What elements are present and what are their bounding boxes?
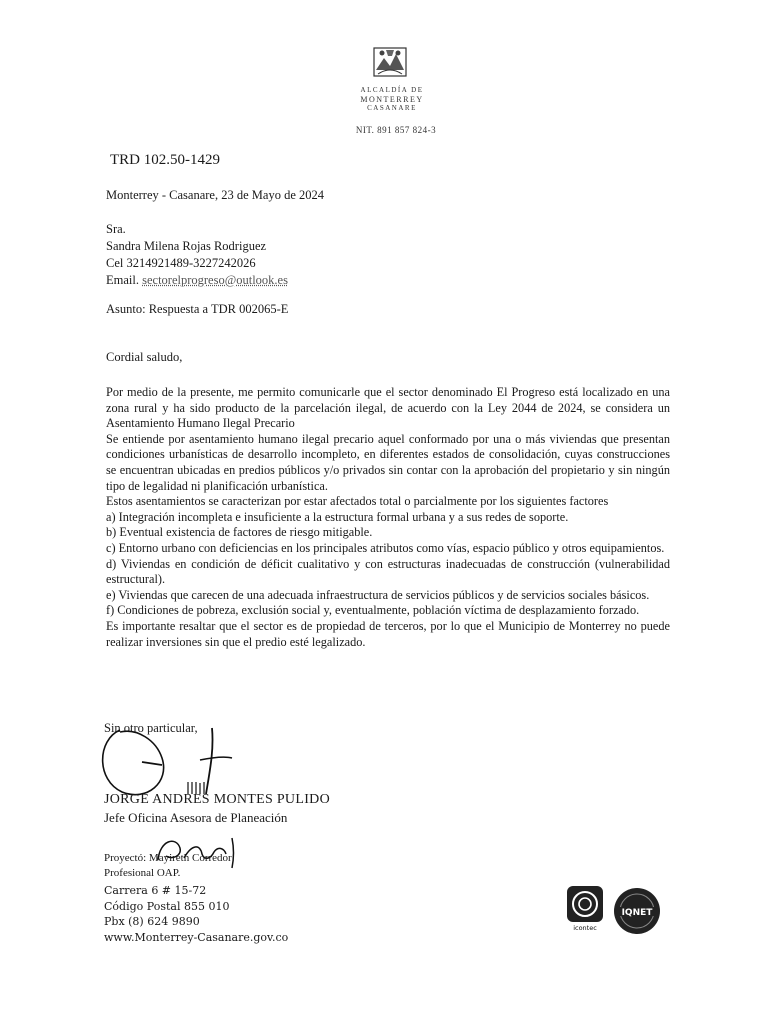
factor-item: c) Entorno urbano con deficiencias en los principales atributos como vías, espacio público y otros equipamientos. [106,540,665,555]
closing-phrase: Sin otro particular, [104,721,198,735]
subject-line: Asunto: Respuesta a TDR 002065-E [106,302,289,316]
org-line-2: MONTERREY [360,95,424,104]
iqnet-certification-logo [612,886,662,936]
factor-item: a) Integración incompleta e insuficiente a la estructura formal urbana y a sus redes de soporte. [106,509,569,524]
handwritten-initials [148,830,258,872]
projected-role: Profesional OAP. [104,867,181,879]
phone-number: Pbx (8) 624 9890 [104,915,200,928]
org-line-1: ALCALDÍA DE [360,86,424,94]
handwritten-signature [92,710,262,805]
email-label: Email. [106,273,139,287]
factor-item: b) Eventual existencia de factores de riesgo mitigable. [106,525,373,540]
body-paragraph: Se entiende por asentamiento humano ilegal precario aquel conformado por una o más viviendas que presentan condiciones urbanísticas de desarrollo incompleto, en diferentes estados de consolidación, cuyas construcciones se encuentran ubicadas en predios públicos y/o privados sin contar con la aprobación del propietario y sin ningún tipo de legalidad ni planificación urbanística. [106,431,670,493]
nit-number: NIT. 891 857 824-3 [355,125,437,135]
projected-by: Proyectó: Mayireth Corredor [104,852,232,864]
address: Carrera 6 # 15-72 [104,884,207,897]
recipient-name: Sandra Milena Rojas Rodriguez [106,239,267,253]
body-paragraph: Estos asentamientos se caracterizan por estar afectados total o parcialmente por los siguientes factores [106,494,609,509]
trd-reference: TRD 102.50-1429 [110,152,220,168]
body-paragraph: Por medio de la presente, me permito comunicarle que el sector denominado El Progreso está localizado en una zona rural y ha sido producto de la parcelación ilegal, de acuerdo con la Ley 2044 de 2024, se considera un Asentamiento Humano Ilegal Precario [106,385,670,431]
recipient-email-line [106,272,288,289]
org-line-3: CASANARE [367,104,417,112]
signer-title: Jefe Oficina Asesora de Planeación [104,810,288,825]
organization-name [330,86,454,113]
greeting: Cordial saludo, [106,350,183,364]
icontec-certification-logo [565,884,605,934]
recipient-block [106,221,288,289]
factor-item: e) Viviendas que carecen de una adecuada infraestructura de servicios públicos y de servicios sociales básicos. [106,587,650,602]
municipal-crest-logo [370,44,410,80]
postal-code: Código Postal 855 010 [104,899,230,913]
place-and-date: Monterrey - Casanare, 23 de Mayo de 2024 [106,188,324,202]
signer-name: JORGE ANDRES MONTES PULIDO [104,792,330,807]
recipient-salutation: Sra. [106,222,126,236]
factor-item: d) Viviendas en condición de déficit cualitativo y con estructuras inadecuadas de construcción (vulnerabilidad estructural). [106,556,670,587]
website: www.Monterrey-Casanare.gov.co [104,930,289,944]
contact-info [104,883,288,945]
factor-item: f) Condiciones de pobreza, exclusión social y, eventualmente, población víctima de desplazamiento forzado. [106,603,640,618]
icontec-text: icontec [573,924,597,932]
email-value: sectorelprogreso@outlook.es [142,273,288,287]
letter-body [106,385,670,650]
recipient-phone: Cel 3214921489-3227242026 [106,256,256,270]
iqnet-text: IQNET [621,908,653,918]
body-paragraph: Es importante resaltar que el sector es de propiedad de terceros, por lo que el Municipio de Monterrey no puede realizar inversiones sin que el predio esté legalizado. [106,618,670,649]
